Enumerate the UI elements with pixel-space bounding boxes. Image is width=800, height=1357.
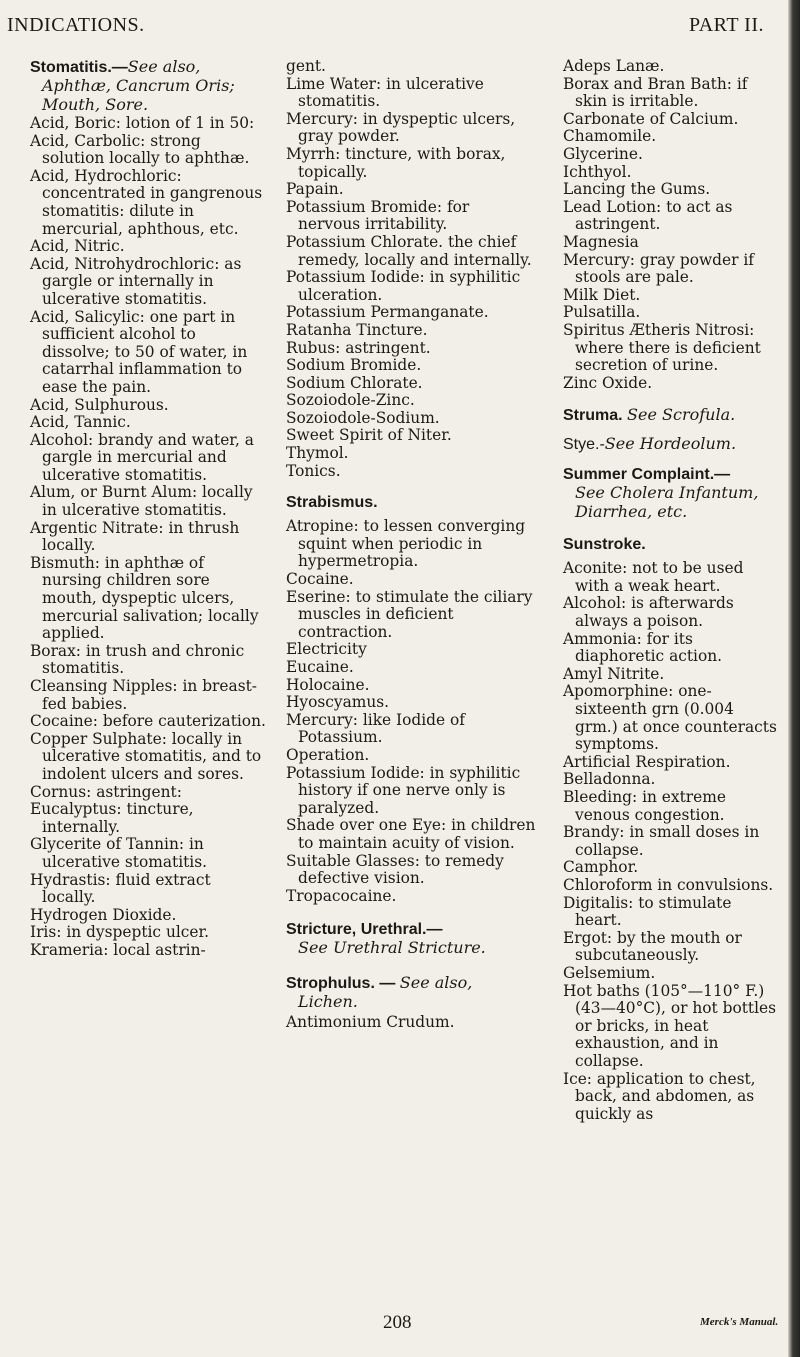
remedy-entry: Chloroform in convulsions. (563, 875, 774, 894)
heading-summer-title: Summer Complaint.— (563, 466, 731, 484)
column-3 (563, 58, 778, 1123)
remedy-entry: Sweet Spirit of Niter. (286, 426, 452, 445)
heading-struma-title: Struma. (563, 407, 623, 425)
remedy-entry: Argentic Nitrate: in thrush locally. (30, 518, 240, 555)
remedy-entry: Magnesia (563, 232, 639, 251)
remedy-entry: Sozoiodole-Zinc. (286, 391, 415, 410)
heading-stricture-urethral (286, 921, 536, 958)
remedy-entry: Alcohol: brandy and water, a gargle in mercurial and ulcerative stomatitis. (30, 430, 254, 484)
remedy-entry: Operation. (286, 745, 370, 764)
remedy-entry: Ergot: by the mouth or subcutaneously. (563, 928, 742, 965)
remedy-entry: Tropacocaine. (286, 886, 397, 905)
heading-summer-complaint (563, 466, 778, 522)
remedy-entry: Cocaine. (286, 570, 354, 589)
remedy-entry: Tonics. (286, 461, 341, 480)
heading-strabismus-title: Strabismus. (286, 494, 378, 512)
remedy-entry: Camphor. (563, 858, 639, 877)
remedy-entry: Iris: in dyspeptic ulcer. (30, 923, 210, 942)
remedy-entry: Mercury: in dyspeptic ulcers, gray powder. (286, 109, 516, 146)
remedy-entry: Potassium Chlorate. the chief remedy, locally and internally. (286, 232, 532, 269)
heading-strophulus-title: Strophulus. — (286, 975, 396, 993)
remedy-entry: Gelsemium. (563, 963, 656, 982)
remedy-entry: Acid, Nitrohydrochloric: as gargle or internally in ulcerative stomatitis. (30, 254, 242, 308)
remedy-entry: Amyl Nitrite. (563, 664, 665, 683)
heading-strophulus-see: See also, Lichen. (298, 973, 473, 1012)
remedy-entry: Hydrogen Dioxide. (30, 905, 177, 924)
remedy-entry: Acid, Boric: lotion of 1 in 50: (30, 114, 255, 132)
remedy-entry: Potassium Iodide: in syphilitic history if one nerve only is paralyzed. (286, 763, 521, 817)
remedy-entry: Copper Sulphate: locally in ulcerative stomatitis, and to indolent ulcers and sores. (30, 729, 262, 783)
remedy-entry: Zinc Oxide. (563, 373, 653, 392)
heading-stye-see: See Hordeolum. (604, 434, 737, 454)
remedy-entry: Spiritus Ætheris Nitrosi: where there is deficient secretion of urine. (563, 320, 761, 375)
remedy-entry: Lime Water: in ulcerative stomatitis. (286, 74, 484, 111)
summer-remedy-list-continued (563, 58, 778, 392)
remedy-entry: Eucalyptus: tincture, internally. (30, 800, 194, 836)
remedy-entry: Pulsatilla. (563, 303, 641, 322)
remedy-entry: Alcohol: is afterwards always a poison. (563, 594, 734, 631)
remedy-entry: Ammonia: for its diaphoretic action. (563, 629, 723, 666)
heading-stomatitis-see: See also, Aphthæ, Cancrum Oris; Mouth, Sore. (42, 57, 235, 114)
remedy-entry: Lead Lotion: to act as astringent. (563, 197, 733, 234)
remedy-entry: Thymol. (286, 444, 349, 463)
remedy-entry: Sodium Chlorate. (286, 373, 423, 392)
remedy-entry: Acid, Hydrochloric: concentrated in gangrenous stomatitis: dilute in mercurial, aphthous, etc. (30, 166, 263, 238)
stomatitis-remedy-list (30, 115, 266, 960)
remedy-entry: Lancing the Gums. (563, 180, 711, 199)
remedy-entry: Ratanha Tincture. (286, 320, 428, 339)
remedy-entry: Holocaine. (286, 675, 370, 694)
remedy-entry: Cornus: astringent: (30, 782, 182, 801)
remedy-entry: Adeps Lanæ. (563, 57, 665, 75)
remedy-entry: gent. (286, 57, 326, 75)
remedy-entry: Carbonate of Calcium. (563, 109, 739, 128)
remedy-entry: Mercury: like Iodide of Potassium. (286, 710, 465, 747)
heading-sunstroke-title: Sunstroke. (563, 536, 646, 554)
publisher-imprint: Merck's Manual. (700, 1316, 779, 1328)
heading-stye (563, 435, 778, 454)
running-head (0, 8, 800, 42)
remedy-entry: Artificial Respiration. (563, 752, 731, 771)
remedy-entry: Ichthyol. (563, 162, 632, 181)
heading-stricture-title: Stricture, Urethral.— (286, 921, 443, 939)
remedy-entry: Krameria: local astrin- (30, 940, 206, 959)
remedy-entry: Chamomile. (563, 127, 657, 146)
heading-struma-see: See Scrofula. (627, 405, 736, 425)
heading-stye-title: Stye.- (563, 436, 605, 454)
column-1 (30, 58, 266, 960)
remedy-entry: Shade over one Eye: in children to maintain acuity of vision. (286, 816, 536, 852)
remedy-entry: Cocaine: before cauterization. (30, 712, 266, 731)
heading-struma (563, 406, 778, 425)
remedy-entry: Mercury: gray powder if stools are pale. (563, 250, 754, 287)
remedy-entry: Aconite: not to be used with a weak heart. (563, 559, 744, 595)
remedy-entry: Acid, Salicylic: one part in sufficient alcohol to dissolve; to 50 of water, in catarrhal inflammation to ease the pain. (30, 307, 248, 396)
remedy-entry: Acid, Carbolic: strong solution locally to aphthæ. (30, 131, 250, 168)
remedy-entry: Hot baths (105°—110° F.) (43—40°C), or hot bottles or bricks, in heat exhaustion, and in collapse. (563, 981, 777, 1070)
page-edge-shadow (788, 0, 800, 1357)
remedy-entry: Alum, or Burnt Alum: locally in ulcerative stomatitis. (30, 483, 253, 520)
remedy-entry: Borax: in trush and chronic stomatitis. (30, 641, 245, 678)
remedy-entry: Atropine: to lessen converging squint when periodic in hypermetropia. (286, 517, 526, 571)
remedy-entry: Brandy: in small doses in collapse. (563, 823, 760, 859)
remedy-entry: Acid, Tannic. (30, 413, 131, 432)
remedy-entry: Glycerite of Tannin: in ulcerative stomatitis. (30, 835, 208, 871)
column-2 (286, 58, 536, 1032)
remedy-entry: Sozoiodole-Sodium. (286, 408, 440, 427)
heading-stomatitis (30, 58, 266, 115)
remedy-entry: Electricity (286, 640, 367, 659)
remedy-entry: Acid, Sulphurous. (30, 395, 169, 414)
sunstroke-remedy-list (563, 560, 778, 1123)
remedy-entry: Ice: application to chest, back, and abdomen, as quickly as (563, 1069, 756, 1123)
remedy-entry: Milk Diet. (563, 285, 641, 304)
strabismus-remedy-list (286, 518, 536, 905)
heading-summer-see: See Cholera Infantum, Diarrhea, etc. (575, 483, 759, 522)
remedy-entry: Apomorphine: one-sixteenth grn (0.004 grm.) at once counteracts symptoms. (563, 682, 777, 754)
heading-strabismus (286, 494, 536, 512)
page-number-text: 208 (383, 1312, 412, 1333)
remedy-entry: Bleeding: in extreme venous congestion. (563, 788, 726, 824)
remedy-entry: Bismuth: in aphthæ of nursing children sore mouth, dyspeptic ulcers, mercurial salivation; locally applied. (30, 553, 259, 643)
stomatitis-remedy-list-continued (286, 58, 536, 480)
heading-strophulus (286, 974, 536, 1012)
running-head-left: INDICATIONS. (7, 14, 145, 36)
remedy-entry: Potassium Permanganate. (286, 303, 489, 322)
remedy-entry: Papain. (286, 180, 344, 199)
running-head-right: PART II. (688, 14, 764, 36)
remedy-entry: Belladonna. (563, 770, 656, 789)
remedy-entry: Acid, Nitric. (30, 237, 125, 256)
remedy-entry: Hyoscyamus. (286, 693, 390, 712)
remedy-entry: Glycerine. (563, 144, 643, 163)
remedy-entry: Potassium Iodide: in syphilitic ulceration. (286, 268, 521, 304)
remedy-entry: Rubus: astringent. (286, 338, 431, 357)
heading-sunstroke (563, 536, 778, 554)
strophulus-remedy-list (286, 1014, 536, 1032)
remedy-entry: Cleansing Nipples: in breast-fed babies. (30, 677, 257, 713)
remedy-entry: Myrrh: tincture, with borax, topically. (286, 144, 506, 181)
remedy-entry: Borax and Bran Bath: if skin is irritable. (563, 74, 748, 111)
remedy-entry: Digitalis: to stimulate heart. (563, 893, 732, 930)
heading-stomatitis-title: Stomatitis.— (30, 59, 128, 76)
remedy-entry: Hydrastis: fluid extract locally. (30, 870, 211, 907)
remedy-entry: Antimonium Crudum. (286, 1013, 455, 1032)
remedy-entry: Suitable Glasses: to remedy defective vision. (286, 851, 504, 888)
remedy-entry: Potassium Bromide: for nervous irritability. (286, 197, 470, 234)
remedy-entry: Eucaine. (286, 658, 354, 676)
remedy-entry: Eserine: to stimulate the ciliary muscles in deficient contraction. (286, 587, 533, 641)
remedy-entry: Sodium Bromide. (286, 356, 422, 375)
heading-stricture-see: See Urethral Stricture. (298, 938, 486, 958)
